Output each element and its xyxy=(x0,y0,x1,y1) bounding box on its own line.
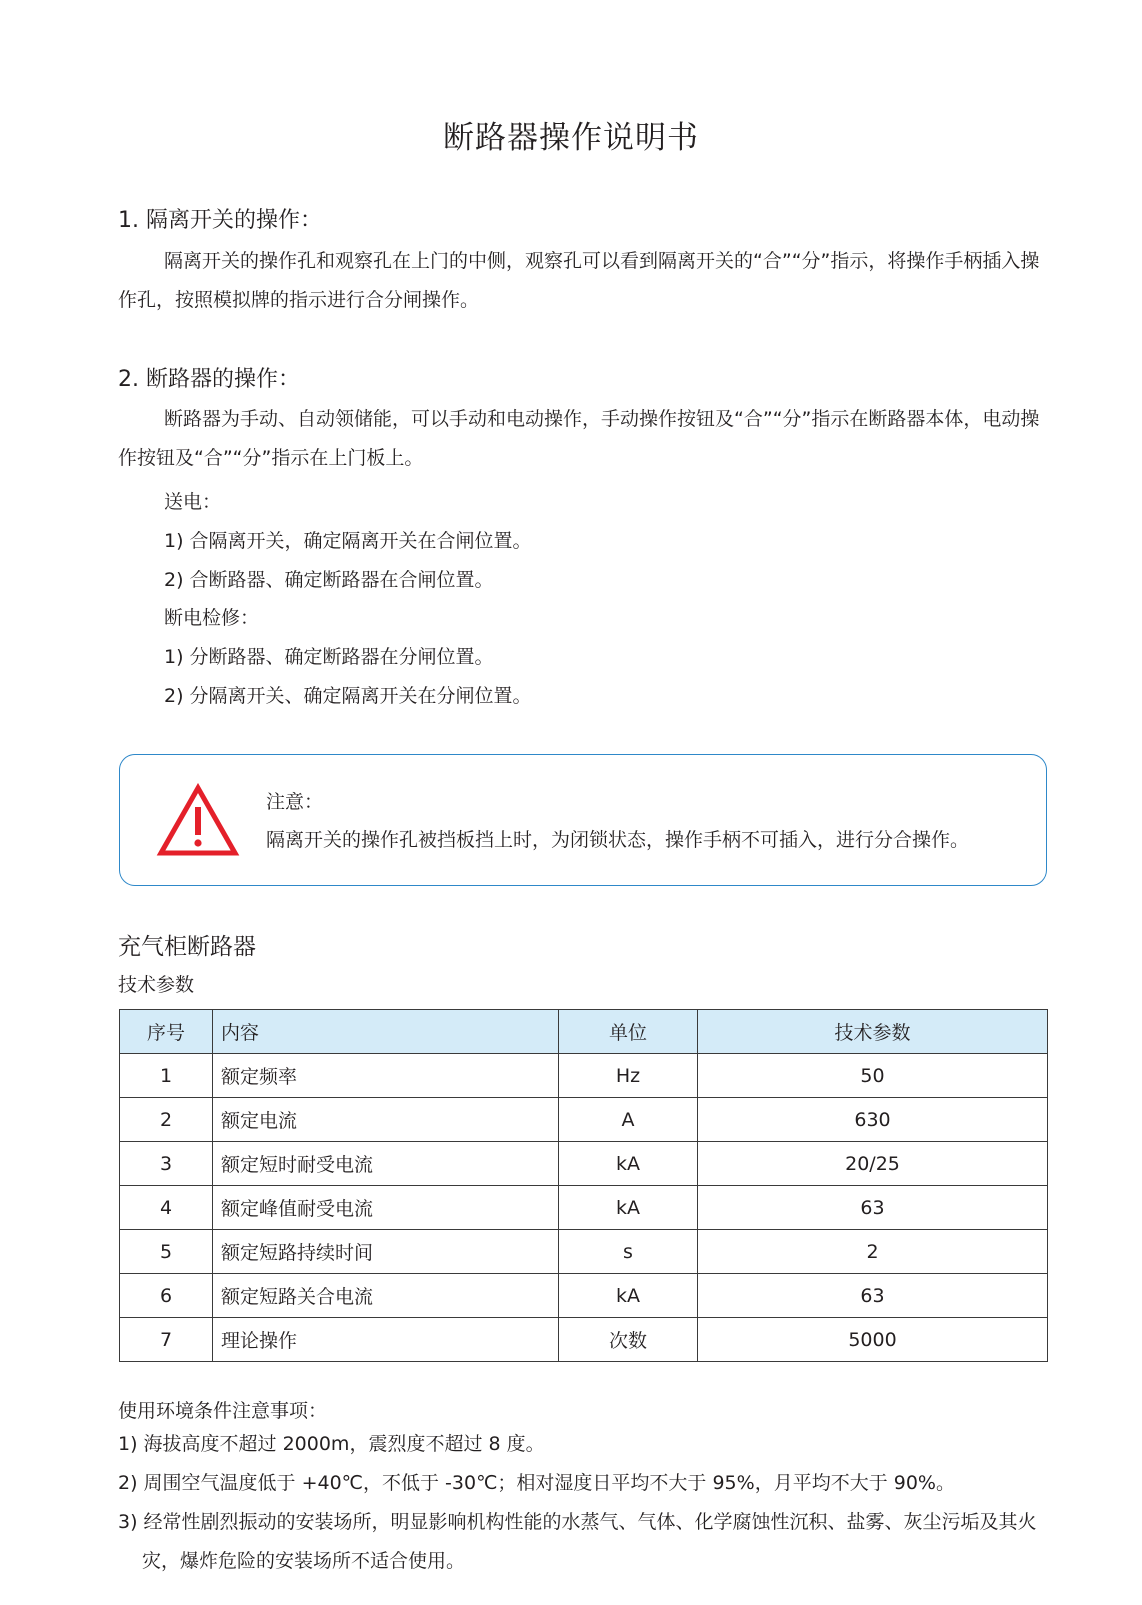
cell-content: 额定电流 xyxy=(213,1098,559,1142)
cell-value: 2 xyxy=(698,1230,1048,1274)
cell-value: 63 xyxy=(698,1274,1048,1318)
section1-paragraph: 隔离开关的操作孔和观察孔在上门的中侧，观察孔可以看到隔离开关的“合”“分”指示，将操作手柄插入操作孔，按照模拟牌的指示进行合分闸操作。 xyxy=(118,250,1040,311)
cell-content: 额定短路关合电流 xyxy=(213,1274,559,1318)
cell-no: 3 xyxy=(120,1142,213,1186)
table-row xyxy=(120,1054,1048,1098)
table-row xyxy=(120,1186,1048,1230)
cell-value: 50 xyxy=(698,1054,1048,1098)
cell-value: 630 xyxy=(698,1098,1048,1142)
cell-value: 63 xyxy=(698,1186,1048,1230)
cell-unit: kA xyxy=(559,1274,698,1318)
cell-no: 6 xyxy=(120,1274,213,1318)
notice-box xyxy=(119,754,1047,886)
cell-value: 20/25 xyxy=(698,1142,1048,1186)
header-value: 技术参数 xyxy=(698,1010,1048,1054)
table-row xyxy=(120,1230,1048,1274)
cell-content: 理论操作 xyxy=(213,1318,559,1362)
cell-content: 额定短路持续时间 xyxy=(213,1230,559,1274)
notice-label: 注意： xyxy=(266,791,324,813)
maintenance-step: 2) 分隔离开关、确定隔离开关在分闸位置。 xyxy=(164,685,532,707)
power-on-step: 2) 合断路器、确定断路器在合闸位置。 xyxy=(164,569,494,591)
section2-paragraph: 断路器为手动、自动领储能，可以手动和电动操作，手动操作按钮及“合”“分”指示在断路器本体，电动操作按钮及“合”“分”指示在上门板上。 xyxy=(118,408,1040,469)
spec-subheading: 技术参数 xyxy=(118,974,195,996)
maintenance-label: 断电检修： xyxy=(164,607,260,629)
cell-no: 1 xyxy=(120,1054,213,1098)
table-row xyxy=(120,1318,1048,1362)
cell-unit: A xyxy=(559,1098,698,1142)
cell-no: 4 xyxy=(120,1186,213,1230)
environment-item: 3) 经常性剧烈振动的安装场所，明显影响机构性能的水蒸气、气体、化学腐蚀性沉积、盐雾、灰尘污垢及其火灾，爆炸危险的安装场所不适合使用。 xyxy=(118,1511,1037,1572)
power-on-label: 送电： xyxy=(164,491,222,513)
header-content: 内容 xyxy=(213,1010,559,1054)
spec-table xyxy=(119,1009,1048,1362)
maintenance-step: 1) 分断路器、确定断路器在分闸位置。 xyxy=(164,646,494,668)
cell-content: 额定频率 xyxy=(213,1054,559,1098)
header-unit: 单位 xyxy=(559,1010,698,1054)
table-header-row xyxy=(120,1010,1048,1054)
section2-heading: 2. 断路器的操作： xyxy=(118,367,300,392)
page-title: 断路器操作说明书 xyxy=(443,120,699,156)
cell-unit: 次数 xyxy=(559,1318,698,1362)
header-no: 序号 xyxy=(120,1010,213,1054)
cell-content: 额定峰值耐受电流 xyxy=(213,1186,559,1230)
cell-unit: kA xyxy=(559,1142,698,1186)
cell-unit: Hz xyxy=(559,1054,698,1098)
warning-triangle-icon xyxy=(156,783,240,859)
cell-unit: kA xyxy=(559,1186,698,1230)
power-on-step: 1) 合隔离开关，确定隔离开关在合闸位置。 xyxy=(164,530,532,552)
table-row xyxy=(120,1274,1048,1318)
environment-heading: 使用环境条件注意事项： xyxy=(118,1400,328,1422)
notice-text: 隔离开关的操作孔被挡板挡上时，为闭锁状态，操作手柄不可插入，进行分合操作。 xyxy=(266,829,970,851)
cell-no: 2 xyxy=(120,1098,213,1142)
product-heading: 充气柜断路器 xyxy=(118,934,256,960)
cell-unit: s xyxy=(559,1230,698,1274)
cell-no: 5 xyxy=(120,1230,213,1274)
table-row xyxy=(120,1142,1048,1186)
section1-heading: 1. 隔离开关的操作： xyxy=(118,208,322,233)
table-row xyxy=(120,1098,1048,1142)
environment-item: 2) 周围空气温度低于 +40℃，不低于 -30℃；相对湿度日平均不大于 95%，月平均不大于 90%。 xyxy=(118,1472,955,1494)
environment-item: 1) 海拔高度不超过 2000m，震烈度不超过 8 度。 xyxy=(118,1433,545,1455)
cell-content: 额定短时耐受电流 xyxy=(213,1142,559,1186)
cell-value: 5000 xyxy=(698,1318,1048,1362)
cell-no: 7 xyxy=(120,1318,213,1362)
